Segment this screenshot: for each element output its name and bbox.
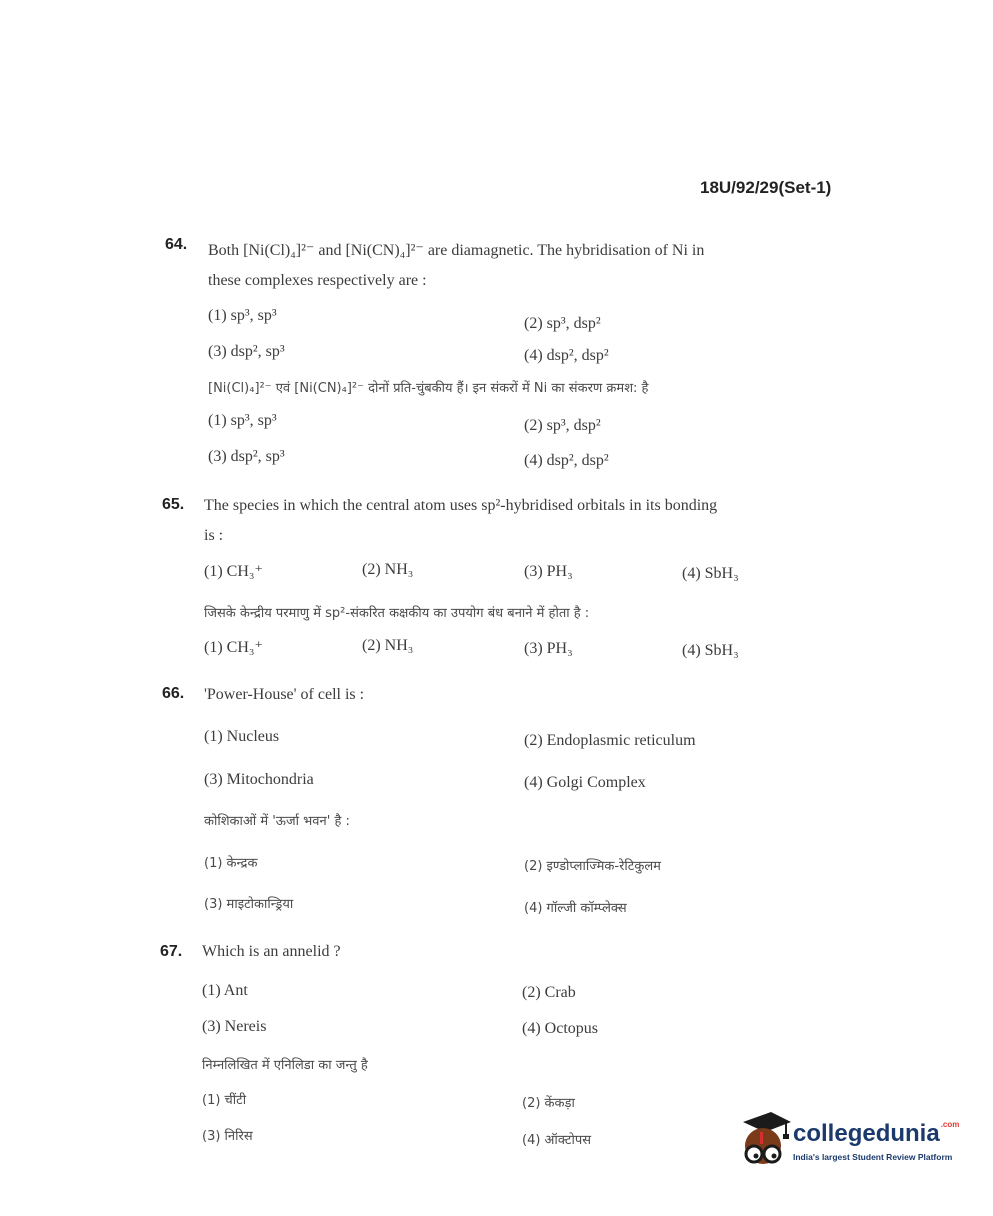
option: (2) Crab — [522, 984, 576, 1001]
question-text: Which is an annelid ? — [202, 943, 341, 960]
paper-code: 18U/92/29(Set-1) — [700, 178, 832, 197]
option: (3) निरिस — [202, 1129, 253, 1144]
question-text: The species in which the central atom uses sp²-hybridised orbitals in its bonding — [204, 497, 718, 514]
question-text-hindi: [Ni(Cl)₄]²⁻ एवं [Ni(CN)₄]²⁻ दोनों प्रति-चुंबकीय हैं। इन संकरों में Ni का संकरण क्रमश: है — [208, 381, 649, 396]
option: (4) Golgi Complex — [524, 774, 646, 791]
option: (1) चींटी — [202, 1093, 247, 1108]
option: (3) PH₃ — [524, 640, 573, 657]
question-text: is : — [204, 527, 224, 544]
option: (1) CH₃⁺ — [204, 639, 263, 656]
question-number: 65. — [162, 496, 185, 513]
option: (1) CH₃⁺ — [204, 563, 263, 580]
collegedunia-logo[interactable] — [735, 1108, 965, 1174]
option: (3) Nereis — [202, 1018, 267, 1035]
question-text-hindi: निम्नलिखित में एनिलिडा का जन्तु है — [202, 1058, 368, 1073]
option: (1) Nucleus — [204, 728, 280, 745]
option: (2) NH₃ — [362, 561, 414, 578]
option: (1) sp³, sp³ — [208, 412, 277, 429]
option: (2) sp³, dsp² — [524, 417, 601, 434]
question-text-hindi: जिसके केन्द्रीय परमाणु में sp²-संकरित कक्षकीय का उपयोग बंध बनाने में होता है : — [204, 606, 590, 621]
question-number: 66. — [162, 685, 185, 702]
option: (2) Endoplasmic reticulum — [524, 732, 696, 749]
logo-tagline: India's largest Student Review Platform — [793, 1152, 953, 1162]
option: (1) sp³, sp³ — [208, 307, 277, 324]
option: (4) Octopus — [522, 1020, 598, 1037]
logo-name: collegedunia$^{.com}$ — [793, 1120, 960, 1147]
option: (4) dsp², dsp² — [524, 452, 609, 469]
option: (1) Ant — [202, 982, 248, 999]
question-number: 67. — [160, 943, 183, 960]
option: (3) Mitochondria — [204, 771, 314, 788]
option: (4) गॉल्जी कॉम्प्लेक्स — [524, 901, 627, 916]
option: (3) माइटोकान्ड्रिया — [204, 897, 294, 912]
option: (4) ऑक्टोपस — [522, 1133, 592, 1148]
option: (1) केन्द्रक — [204, 856, 258, 871]
question-number: 64. — [165, 236, 188, 253]
option: (4) dsp², dsp² — [524, 347, 609, 364]
question-text: Both [Ni(Cl)₄]²⁻ and [Ni(CN)₄]²⁻ are diamagnetic. The hybridisation of Ni in — [208, 242, 705, 259]
question-text: 'Power-House' of cell is : — [204, 686, 365, 703]
question-text: these complexes respectively are : — [208, 272, 427, 289]
option: (2) इण्डोप्लाज्मिक-रेटिकुलम — [524, 859, 661, 874]
option: (3) dsp², sp³ — [208, 343, 285, 360]
option: (2) sp³, dsp² — [524, 315, 601, 332]
option: (4) SbH₃ — [682, 642, 739, 659]
option: (4) SbH₃ — [682, 565, 739, 582]
option: (2) केंकड़ा — [522, 1096, 575, 1111]
option: (2) NH₃ — [362, 637, 414, 654]
question-text-hindi: कोशिकाओं में 'ऊर्जा भवन' है : — [204, 814, 350, 829]
option: (3) dsp², sp³ — [208, 448, 285, 465]
option: (3) PH₃ — [524, 563, 573, 580]
student-mascot-icon — [735, 1108, 791, 1174]
